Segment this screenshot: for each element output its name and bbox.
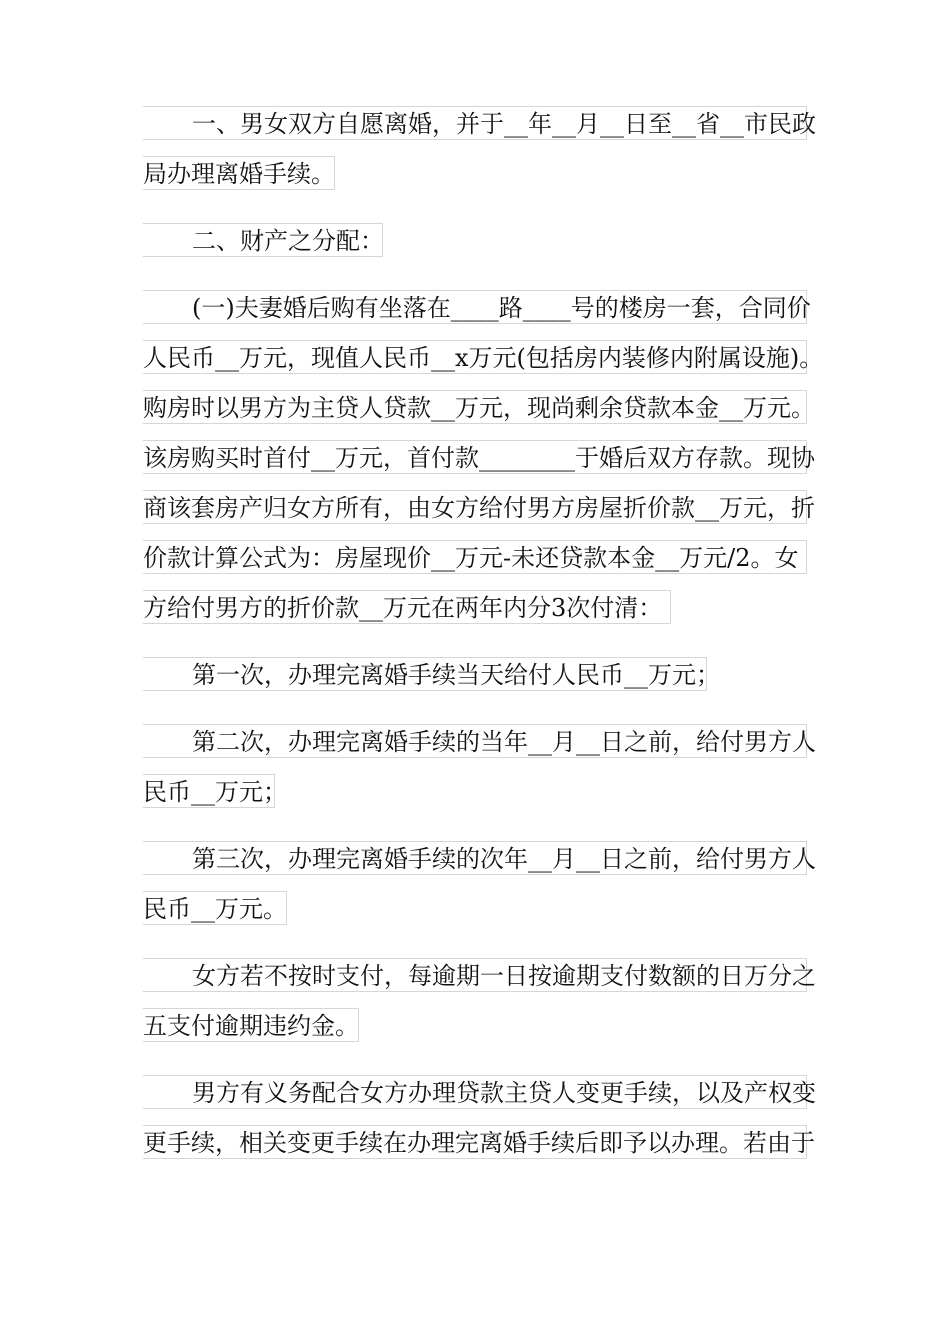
paragraph-line: 价款计算公式为：房屋现价__万元-未还贷款本金__万元/2。女	[143, 540, 807, 574]
paragraph-line: 女方若不按时支付，每逾期一日按逾期支付数额的日万分之	[143, 958, 807, 992]
paragraph-line: 一、男女双方自愿离婚，并于__年__月__日至__省__市民政	[143, 106, 807, 140]
paragraph-line: 五支付逾期违约金。	[143, 1008, 359, 1042]
paragraph-line: 民币__万元。	[143, 891, 287, 925]
paragraph-line: 第二次，办理完离婚手续的当年__月__日之前，给付男方人	[143, 724, 807, 758]
section-heading: 二、财产之分配：	[143, 223, 383, 257]
paragraph-line: 第一次，办理完离婚手续当天给付人民币__万元；	[143, 657, 707, 691]
paragraph-line: 局办理离婚手续。	[143, 156, 335, 190]
paragraph-line: 更手续，相关变更手续在办理完离婚手续后即予以办理。若由于	[143, 1125, 807, 1159]
paragraph-line: 该房购买时首付__万元，首付款________于婚后双方存款。现协	[143, 440, 807, 474]
paragraph-line: 男方有义务配合女方办理贷款主贷人变更手续，以及产权变	[143, 1075, 807, 1109]
paragraph-line: 人民币__万元，现值人民币__x万元(包括房内装修内附属设施)。	[143, 340, 807, 374]
paragraph-line: 购房时以男方为主贷人贷款__万元，现尚剩余贷款本金__万元。	[143, 390, 807, 424]
paragraph-line: 民币__万元；	[143, 774, 275, 808]
paragraph-line: (一)夫妻婚后购有坐落在____路____号的楼房一套，合同价	[143, 290, 807, 324]
paragraph-line: 第三次，办理完离婚手续的次年__月__日之前，给付男方人	[143, 841, 807, 875]
paragraph-line: 方给付男方的折价款__万元在两年内分3次付清：	[143, 590, 671, 624]
paragraph-line: 商该套房产归女方所有，由女方给付男方房屋折价款__万元，折	[143, 490, 807, 524]
